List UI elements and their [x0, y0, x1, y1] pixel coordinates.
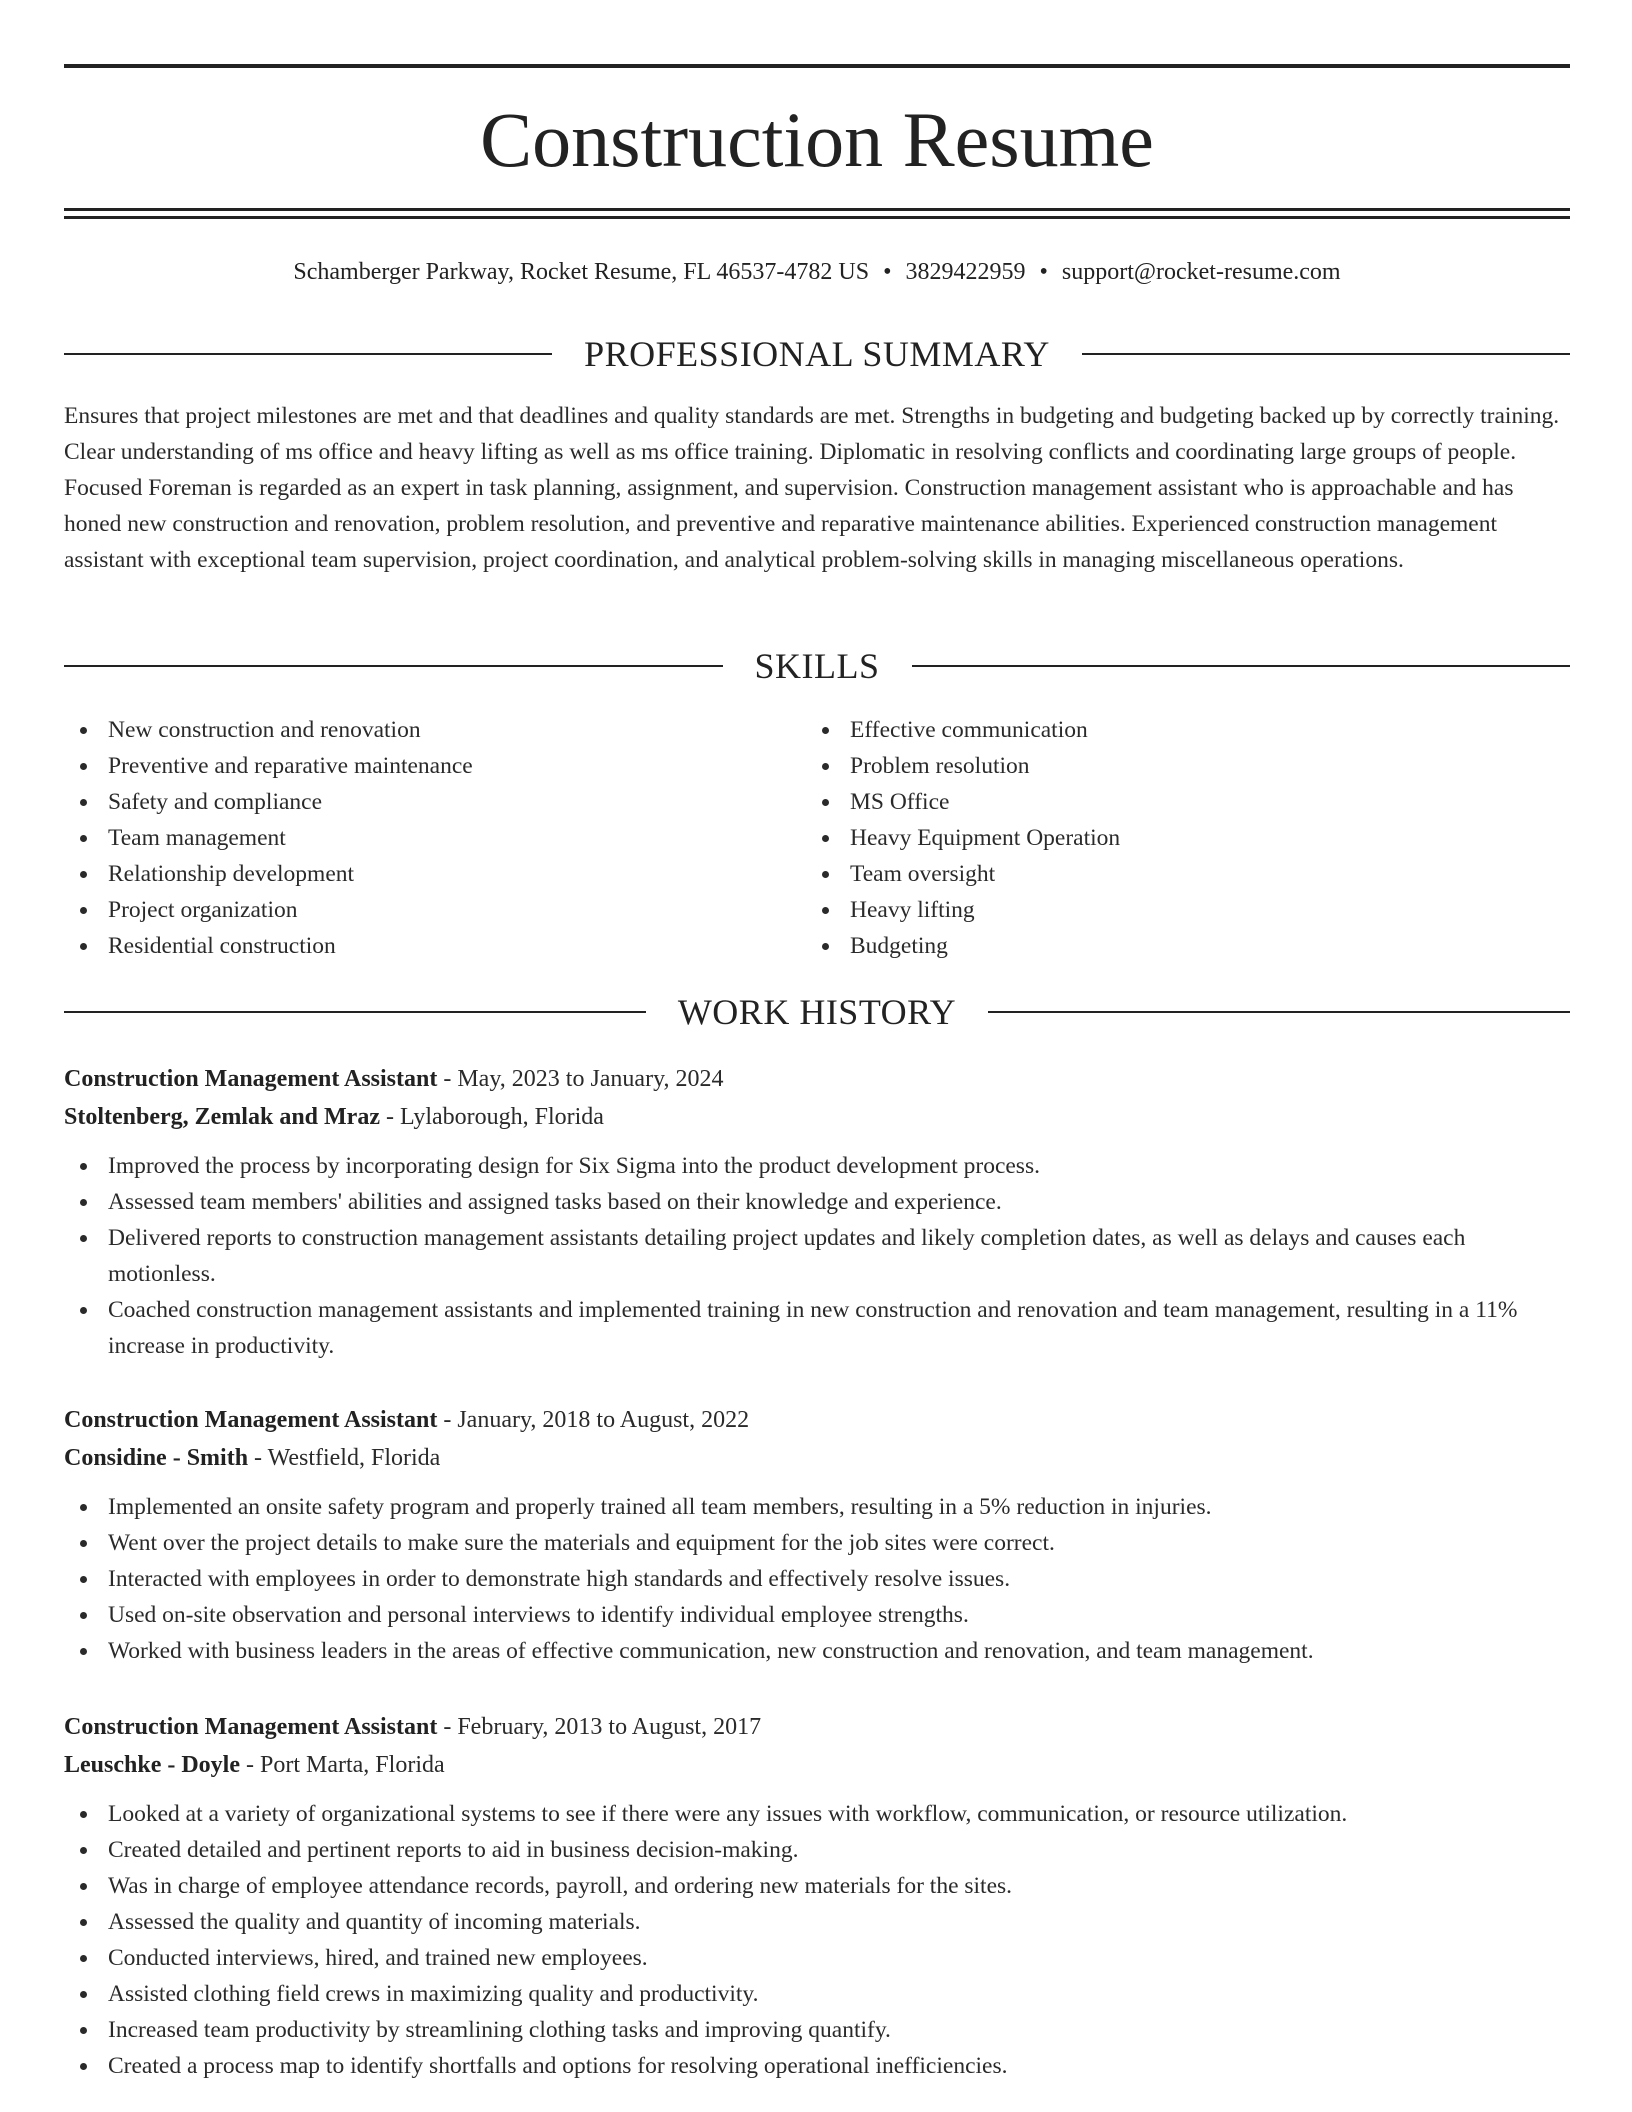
job-company-line — [64, 1098, 1570, 1136]
resume-title: Construction Resume — [480, 96, 1154, 183]
section-rule — [64, 353, 552, 355]
job-dates: - May, 2023 to January, 2024 — [437, 1066, 724, 1092]
job-duty: Used on-site observation and personal interviews to identify individual employee strengths. — [64, 1597, 1570, 1633]
job-duty: Improved the process by incorporating design for Six Sigma into the product development process. — [64, 1148, 1570, 1184]
contact-separator: • — [883, 259, 892, 285]
skills-column-left — [64, 712, 806, 964]
skill-item: Team oversight — [806, 856, 1548, 892]
contact-line — [64, 254, 1570, 290]
work-heading: WORK HISTORY — [677, 992, 957, 1032]
job-company: Stoltenberg, Zemlak and Mraz — [64, 1104, 380, 1130]
skills-list — [64, 712, 1570, 964]
contact-phone: 3829422959 — [905, 259, 1026, 285]
job-duty: Created a process map to identify shortfalls and options for resolving operational inefficiencies. — [64, 2048, 1570, 2084]
summary-section-header — [64, 332, 1570, 376]
job-entry — [64, 1401, 1570, 1669]
skill-item: Problem resolution — [806, 748, 1548, 784]
skills-heading: SKILLS — [754, 646, 880, 686]
section-rule — [988, 1011, 1570, 1013]
job-dates: - February, 2013 to August, 2017 — [437, 1714, 762, 1740]
skill-item: Preventive and reparative maintenance — [64, 748, 806, 784]
job-entry — [64, 1708, 1570, 2084]
job-title-line — [64, 1060, 1570, 1098]
summary-text: Ensures that project milestones are met and that deadlines and quality standards are met. Strengths in budgeting and budgeting backed up by correctly training. Clear understanding of ms office and heavy lifting as well as ms office training. Diplomatic in resolving conflicts and coordinating large groups of people. Focused Foreman is regarded as an expert in task planning, assignment, and supervision. Construction management assistant who is approachable and has honed new construction and renovation, problem resolution, and preventive and reparative maintenance abilities. Experienced construction management assistant with exceptional team supervision, project coordination, and analytical problem-solving skills in managing miscellaneous operations. — [64, 403, 1560, 573]
skill-item: Heavy Equipment Operation — [806, 820, 1548, 856]
skill-item: Relationship development — [64, 856, 806, 892]
summary-heading: PROFESSIONAL SUMMARY — [584, 334, 1050, 374]
skill-item: New construction and renovation — [64, 712, 806, 748]
title-rule-upper — [64, 208, 1570, 211]
skill-item: Effective communication — [806, 712, 1548, 748]
job-duty: Worked with business leaders in the areas of effective communication, new construction and renovation, and team management. — [64, 1633, 1570, 1669]
job-company-line — [64, 1439, 1570, 1477]
skill-item: Safety and compliance — [64, 784, 806, 820]
skill-item: MS Office — [806, 784, 1548, 820]
job-duty: Looked at a variety of organizational systems to see if there were any issues with workflow, communication, or resource utilization. — [64, 1796, 1570, 1832]
job-duty: Delivered reports to construction management assistants detailing project updates and likely completion dates, as well as delays and causes each motionless. — [64, 1220, 1570, 1292]
job-duty: Increased team productivity by streamlining clothing tasks and improving quantify. — [64, 2012, 1570, 2048]
job-title-line — [64, 1708, 1570, 1746]
job-duty: Went over the project details to make sure the materials and equipment for the job sites were correct. — [64, 1525, 1570, 1561]
job-duties — [64, 1796, 1570, 2084]
job-duty: Was in charge of employee attendance records, payroll, and ordering new materials for the sites. — [64, 1868, 1570, 1904]
job-company: Considine - Smith — [64, 1445, 249, 1471]
top-rule — [64, 64, 1570, 68]
job-duty: Assessed team members' abilities and assigned tasks based on their knowledge and experience. — [64, 1184, 1570, 1220]
job-duties — [64, 1489, 1570, 1669]
job-dates: - January, 2018 to August, 2022 — [437, 1407, 750, 1433]
job-location: - Lylaborough, Florida — [379, 1104, 604, 1130]
job-location: - Westfield, Florida — [248, 1445, 441, 1471]
job-duty: Implemented an onsite safety program and properly trained all team members, resulting in a 5% reduction in injuries. — [64, 1489, 1570, 1525]
job-company-line — [64, 1746, 1570, 1784]
section-rule — [64, 1011, 646, 1013]
skill-item: Budgeting — [806, 928, 1548, 964]
contact-separator: • — [1039, 259, 1048, 285]
job-title: Construction Management Assistant — [64, 1714, 438, 1740]
skill-item: Team management — [64, 820, 806, 856]
job-title: Construction Management Assistant — [64, 1407, 438, 1433]
job-duty: Created detailed and pertinent reports to aid in business decision-making. — [64, 1832, 1570, 1868]
title-rule-lower — [64, 216, 1570, 219]
skill-item: Heavy lifting — [806, 892, 1548, 928]
job-duty: Interacted with employees in order to demonstrate high standards and effectively resolve issues. — [64, 1561, 1570, 1597]
job-duty: Assisted clothing field crews in maximizing quality and productivity. — [64, 1976, 1570, 2012]
job-duties — [64, 1148, 1570, 1364]
job-duty: Coached construction management assistants and implemented training in new construction and renovation and team management, resulting in a 11% increase in productivity. — [64, 1292, 1570, 1364]
section-rule — [1082, 353, 1570, 355]
job-entry — [64, 1060, 1570, 1364]
contact-email: support@rocket-resume.com — [1061, 259, 1341, 285]
job-location: - Port Marta, Florida — [240, 1752, 445, 1778]
job-title: Construction Management Assistant — [64, 1066, 438, 1092]
contact-address: Schamberger Parkway, Rocket Resume, FL 46537-4782 US — [293, 259, 870, 285]
work-section-header — [64, 990, 1570, 1034]
section-rule — [64, 665, 723, 667]
job-company: Leuschke - Doyle — [64, 1752, 240, 1778]
skills-column-right — [806, 712, 1548, 964]
section-rule — [912, 665, 1571, 667]
skill-item: Residential construction — [64, 928, 806, 964]
skill-item: Project organization — [64, 892, 806, 928]
skills-section-header — [64, 644, 1570, 688]
job-title-line — [64, 1401, 1570, 1439]
job-duty: Conducted interviews, hired, and trained new employees. — [64, 1940, 1570, 1976]
job-duty: Assessed the quality and quantity of incoming materials. — [64, 1904, 1570, 1940]
